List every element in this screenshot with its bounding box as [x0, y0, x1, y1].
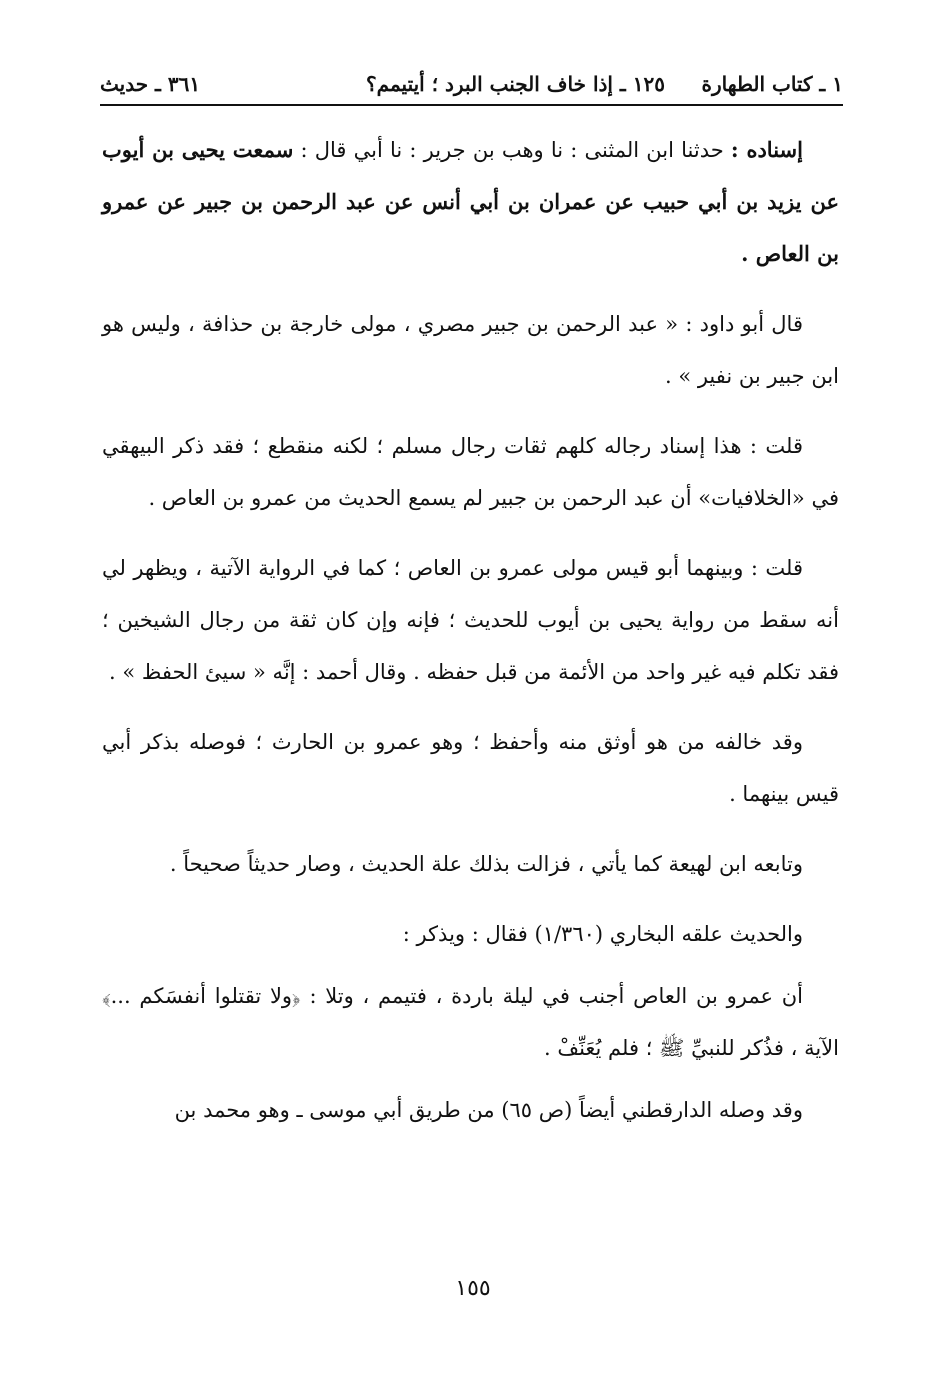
- header-divider: [100, 104, 843, 106]
- header-hadith-number: ٣٦١ ـ حديث: [100, 72, 201, 96]
- paragraph-bukhari: والحديث علقه البخاري (١/٣٦٠) فقال : ويذكر :: [402, 922, 803, 946]
- isnad-label: إسناده :: [730, 137, 803, 162]
- page-number: ١٥٥: [455, 1276, 491, 1301]
- paragraph-khalafahu: وقد خالفه من هو أوثق منه وأحفظ ؛ وهو عمرو بن الحارث ؛ فوصله بذكر أبي قيس بينهما .: [102, 730, 839, 806]
- isnad-emphasis: سمعت يحيى بن أيوب عن يزيد بن أبي حبيب عن عمران بن أبي أنس عن عبد الرحمن بن جبير عن عمرو بن العاص .: [102, 137, 839, 266]
- page-body: [102, 124, 839, 1154]
- paragraph-abu-qays: قلت : وبينهما أبو قيس مولى عمرو بن العاص ؛ كما في الرواية الآتية ، ويظهر لي أنه سقط من رواية يحيى بن أيوب للحديث ؛ فإنه وإن كان ثقة من رجال الشيخين ؛ فقد تكلم فيه غير واحد من الأئمة من قبل حفظه . وقال أحمد : إنَّه « سيئ الحفظ » .: [102, 556, 839, 684]
- paragraph-abu-dawud: قال أبو داود : « عبد الرحمن بن جبير مصري ، مولى خارجة بن حذافة ، وليس هو ابن جبير بن نفير » .: [102, 312, 839, 388]
- isnad-text: حدثنا ابن المثنى : نا وهب بن جرير : نا أبي قال :: [300, 138, 724, 162]
- header-chapter-title: ١ ـ كتاب الطهارة: [701, 72, 843, 96]
- paragraph-quote: أن عمرو بن العاص أجنب في ليلة باردة ، فتيمم ، وتلا : ﴿ولا تقتلوا أنفسَكم ...﴾ الآية ، فذُكر للنبيِّ ﷺ ؛ فلم يُعَنِّفْ .: [102, 984, 839, 1060]
- running-header: [100, 60, 843, 104]
- header-section-title: ١٢٥ ـ إذا خاف الجنب البرد ؛ أيتيمم؟: [366, 72, 665, 96]
- paragraph-daraqutni: وقد وصله الدارقطني أيضاً (ص ٦٥) من طريق أبي موسى ـ وهو محمد بن: [174, 1098, 803, 1122]
- paragraph-isnad: [102, 124, 839, 280]
- paragraph-ibn-lahia: وتابعه ابن لهيعة كما يأتي ، فزالت بذلك علة الحديث ، وصار حديثاً صحيحاً .: [169, 852, 803, 876]
- paragraph-munqati: قلت : هذا إسناد رجاله كلهم ثقات رجال مسلم ؛ لكنه منقطع ؛ فقد ذكر البيهقي في «الخلافيات» أن عبد الرحمن بن جبير لم يسمع الحديث من عمرو بن العاص .: [102, 434, 839, 510]
